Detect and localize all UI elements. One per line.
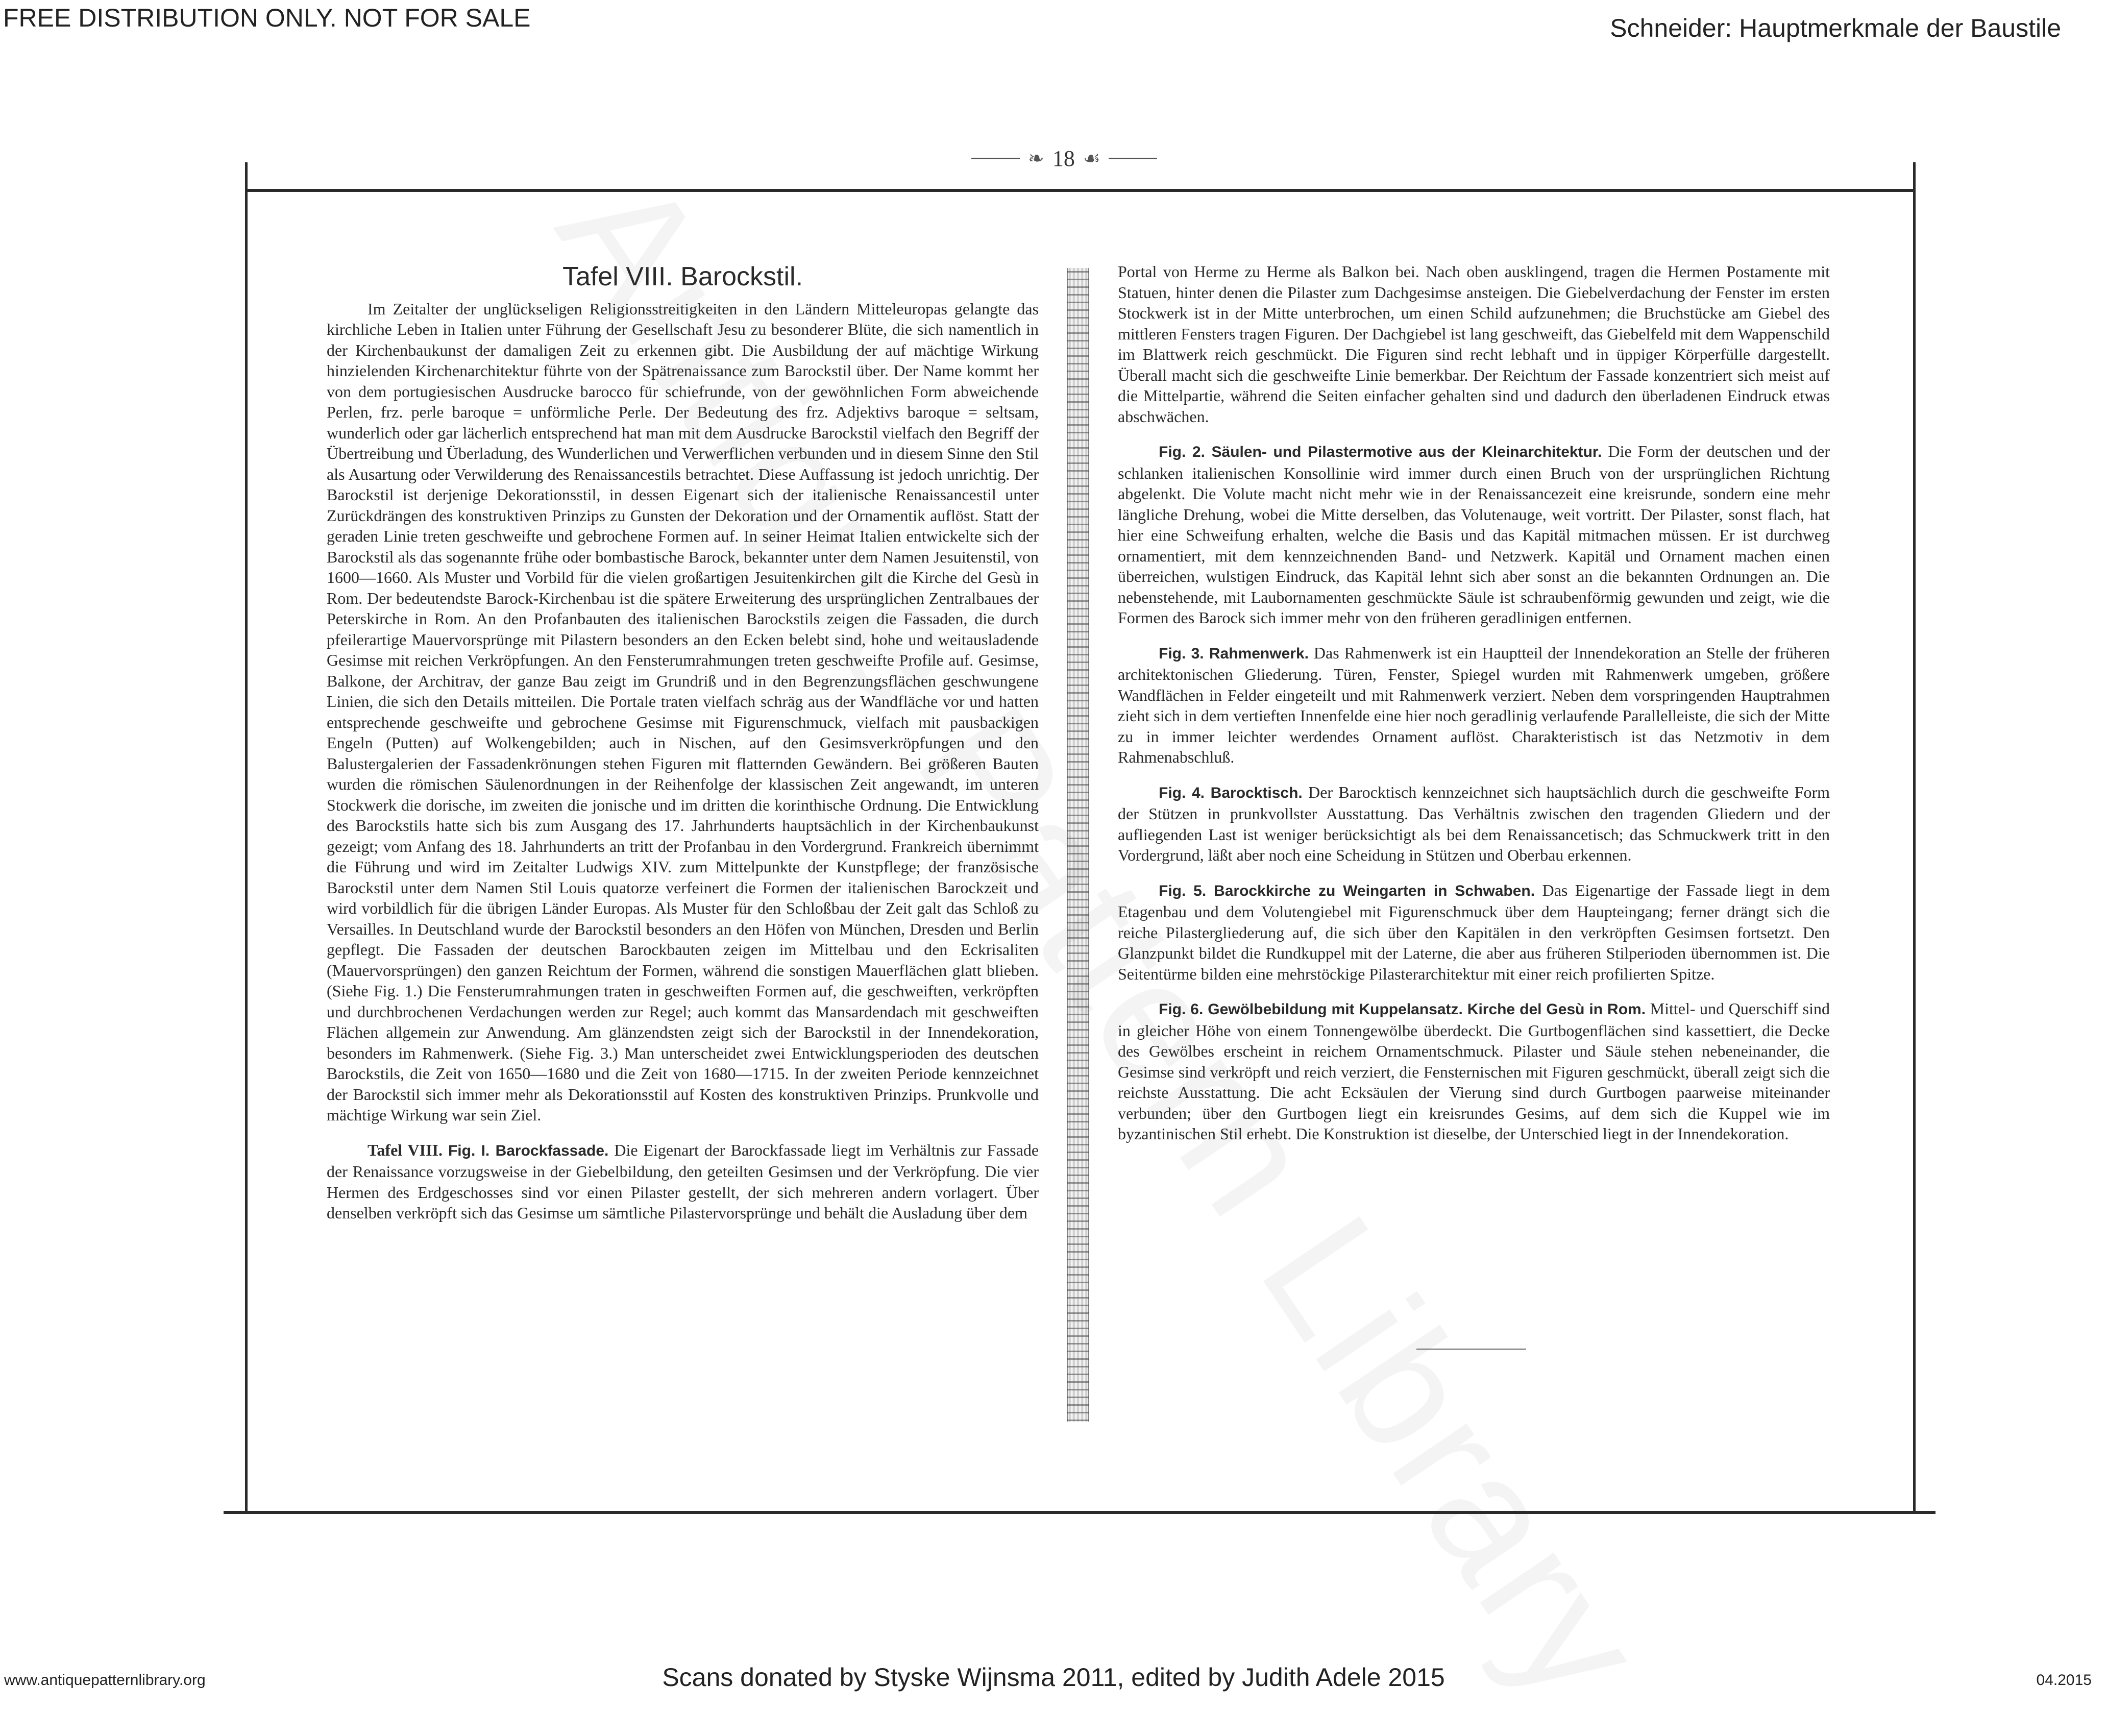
- fig4-text: Der Barocktisch kennzeichnet sich hauptsächlich durch die geschweifte Form der Stützen in prunkvollster Ausstattung. Das Verhältnis zwischen den tragenden Gliedern und der aufliegenden Last ist weniger berücksichtigt als bei dem Renaissancetisch; das Schmuckwerk tritt in den Vordergrund, läßt aber noch eine Scheidung in Stützen und Oberbau erkennen.: [1118, 783, 1830, 864]
- fig1-plate-label: Tafel VIII.: [368, 1140, 443, 1159]
- fig6-label: Fig. 6. Gewölbebildung mit Kuppelansatz. Kirche del Gesù in Rom.: [1159, 1001, 1646, 1018]
- fig5-label: Fig. 5. Barockkirche zu Weingarten in Schwaben.: [1159, 882, 1535, 899]
- fig1-label: Fig. I. Barockfassade.: [448, 1142, 609, 1159]
- fig6-paragraph: [1118, 998, 1830, 1144]
- page-frame-top-rule: [245, 189, 1915, 192]
- ornamental-column-divider: [1067, 268, 1089, 1422]
- fig1-text: Die Eigenart der Barockfassade liegt im Verhältnis zur Fassade der Renaissance vorzugsweise in der Giebelbildung, den geteilten Gesimsen und der Verkröpfung. Die vier Hermen des Erdgeschosses sind vor einen Pilaster gestellt, der sich mehreren andern vorlagert. Über denselben verkröpft sich das Gesimse um sämtliche Pilastervorsprünge und behält die Ausladung über dem: [327, 1140, 1039, 1222]
- section-end-rule: [1416, 1349, 1526, 1350]
- fig4-label: Fig. 4. Barocktisch.: [1159, 784, 1303, 801]
- ornament-line-right: [1109, 158, 1157, 159]
- header-book-title: Schneider: Hauptmerkmale der Baustile: [1610, 14, 2061, 42]
- fig4-paragraph: [1118, 782, 1830, 866]
- page-frame-bottom-rule: [224, 1511, 1935, 1514]
- ornament-curl-left-icon: ❧: [1028, 148, 1044, 169]
- left-column: [327, 261, 1039, 1224]
- fig5-text: Das Eigenartige der Fassade liegt in dem Etagenbau und dem Volutengiebel mit Figurenschmuck über dem Haupteingang; ferner drängt sich die reiche Pilastergliederung auf, die sich über den Kapitälen in den verkröpften Gesimsen fortsetzt. Den Glanzpunkt bildet die Rundkuppel mit der Laterne, die aber aus früheren Stilperioden übernommen ist. Die Seitentürme bilden eine mehrstöckige Pilasterarchitektur mit einer reich profilierten Spitze.: [1118, 881, 1830, 983]
- fig2-label: Fig. 2. Säulen- und Pilastermotive aus der Kleinarchitektur.: [1159, 444, 1602, 460]
- fig3-paragraph: [1118, 643, 1830, 768]
- fig5-paragraph: [1118, 880, 1830, 985]
- page-number: 18: [1052, 145, 1075, 171]
- ornament-line-left: [971, 158, 1020, 159]
- ornament-curl-right-icon: ☙: [1083, 148, 1100, 169]
- fig2-text: Die Form der deutschen und der schlanken italienischen Konsollinie wird immer durch einen Bruch von der ursprünglichen Richtung abgelenkt. Die Volute macht nicht mehr wie in der Renaissancezeit eine kreisrunde, sondern eine mehr längliche Drehung, wobei die Mitte derselben, das Volutenauge, weit vortritt. Der Pilaster, sonst flach, hat hier eine Schweifung erhalten, welche die Basis und das Kapitäl mitmachen müssen. Er ist durchweg ornamentiert, mit dem kennzeichnenden Band- und Netzwerk. Kapitäl und Ornament machen einen überreichen, wulstigen Eindruck, das Kapitäl lehnt sich aber sonst an die bekannten Ordnungen an. Die nebenstehende, mit Laubornamenten geschmückte Säule ist schraubenförmig gewunden und zeigt, wie die Formen des Barock sich immer mehr von den früheren geradlinigen entfernen.: [1118, 442, 1830, 627]
- intro-paragraph: Im Zeitalter der unglückseligen Religionsstreitigkeiten in den Ländern Mitteleuropas gelangte das kirchliche Leben in Italien unter Führung der Gesellschaft Jesu zu besonderer Blüte, die sich namentlich in der Kirchenbaukunst der damaligen Zeit zu erkennen gibt. Die Ausbildung der auf mächtige Wirkung hinzielenden Kirchenarchitektur führte von der Spätrenaissance zum Barockstil über. Der Name kommt her von dem portugiesischen Ausdrucke barocco für schiefrunde, von der gewöhnlichen Form abweichende Perlen, frz. perle baroque = unförmliche Perle. Der Bedeutung des frz. Adjektivs baroque = seltsam, wunderlich oder gar lächerlich entsprechend hat man mit dem Ausdrucke Barockstil vielfach den Begriff der Übertreibung und Überladung, des Wunderlichen und Verwerflichen verbunden und in diesem Sinne den Stil als Ausartung oder Verwilderung des Renaissancestils betrachtet. Diese Auffassung ist jedoch unrichtig. Der Barockstil ist derjenige Dekorationsstil, in dessen Eigenart sich der italienische Renaissancestil unter Zurückdrängen des konstruktiven Prinzips zu Gunsten der Dekoration und der Ornamentik auflöst. Statt der geraden Linie treten geschweifte und gebrochene Formen auf. In seiner Heimat Italien entwickelte sich der Barockstil als das sogenannte frühe oder bombastische Barock, bekannter unter dem Namen Jesuitenstil, von 1600—1660. Als Muster und Vorbild für die vielen großartigen Jesuitenkirchen gilt die Kirche del Gesù in Rom. Der bedeutendste Barock-Kirchenbau ist die spätere Erweiterung des ursprünglichen Zentralbaues der Peterskirche in Rom. An den Profanbauten des italienischen Barockstils zeigen die Fassaden, die durch pfeilerartige Mauervorsprünge mit Pilastern besonders an den Ecken belebt sind, hohe und weitausladende Gesimse mit reichen Verkröpfungen. An den Fensterumrahmungen treten geschweifte Profile auf. Gesimse, Balkone, der Architrav, der ganze Bau zeigt im Grundriß und in den Begrenzungsflächen geschwungene Linien, die sich den Details mitteilen. Die Portale traten vielfach schräg aus der Wandfläche vor und hatten entsprechende geschweifte und gebrochene Gesimse mit Figurenschmuck, vielfach mit pausbackigen Engeln (Putten) auf Wolkengebilden; auch in Nischen, auf den Gesimsverkröpfungen und den Balustergalerien der Fassadenkrönungen stehen Figuren mit flatternden Gewändern. Bei größeren Bauten wurden die römischen Säulenordnungen in der Reihenfolge der klassischen Zeit angewandt, im unteren Stockwerk die dorische, im zweiten die jonische und im dritten die korinthische Ordnung. Die Entwicklung des Barockstils hatte sich bis zum Ausgang des 17. Jahrhunderts hauptsächlich in der Kirchenbaukunst gezeigt; vom Anfang des 18. Jahrhunderts an tritt der Profanbau in den Vordergrund. Frankreich übernimmt die Führung und wird im Zeitalter Ludwigs XIV. zum Mittelpunkte der Kunstpflege; der französische Barockstil unter dem Namen Stil Louis quatorze verfeinert die Formen der italienischen Barockzeit und wird vorbildlich für die übrigen Länder Europas. Als Muster für den Schloßbau der Zeit galt das Schloß zu Versailles. In Deutschland wurde der Barockstil besonders an den Höfen von München, Dresden und Berlin gepflegt. Die Fassaden der deutschen Barockbauten zeigen im Mittelbau und den Eckrisaliten (Mauervorsprüngen) den ganzen Reichtum der Formen, während die sonstigen Mauerflächen glatt blieben. (Siehe Fig. 1.) Die Fensterumrahmungen traten in geschweiften Formen auf, die geschweiften, verkröpften und durchbrochenen Verdachungen werden zur Regel; auch kommt das Mansardendach mit geschweiften Flächen allgemein zur Anwendung. Am glänzendsten zeigt sich der Barockstil in der Innendekoration, besonders im Rahmenwerk. (Siehe Fig. 3.) Man unterscheidet zwei Entwicklungsperioden des deutschen Barockstils, die Zeit von 1650—1680 und die Zeit von 1680—1715. In der zweiten Periode kennzeichnet der Barockstil sich immer mehr als Dekorationsstil auf Kosten des konstruktiven Prinzips. Prunkvolle und mächtige Wirkung war sein Ziel.: [327, 299, 1039, 1124]
- fig1-continuation: Portal von Herme zu Herme als Balkon bei. Nach oben ausklingend, tragen die Hermen Postamente mit Statuen, hinter denen die Pilaster zum Dachgesimse ansteigen. Die Giebelverdachung der Fenster im ersten Stockwerk ist in der Mitte unterbrochen, um einen Schild aufzunehmen; die Bruchstücke am Giebel des mittleren Fensters tragen Figuren. Der Dachgiebel ist lang geschweift, das Giebelfeld mit dem Wappenschild im Blattwerk reich geschmückt. Die Figuren sind recht lebhaft und in üppiger Körperfülle dargestellt. Überall macht sich die geschweifte Linie bemerkbar. Der Reichtum der Fassade konzentriert sich meist auf die Mittelpartie, während die Seiten einfacher gehalten sind und dadurch den überladenen Eindruck etwas abschwächen.: [1118, 262, 1830, 426]
- fig3-text: Das Rahmenwerk ist ein Hauptteil der Innendekoration an Stelle der früheren architektonischen Gliederung. Türen, Fenster, Spiegel wurden mit Rahmenwerk umgeben, größere Wandflächen in Felder eingeteilt und mit Rahmenwerk verziert. Neben dem vorspringenden Hauptrahmen zieht sich in dem vertieften Innenfelde eine hier noch geradlinig verlaufende Parallelleiste, die sich der Mitte zu in immer leichter werdendes Ornament auflöst. Charakteristisch ist das Netzmotiv in dem Rahmenabschluß.: [1118, 643, 1830, 766]
- footer-date: 04.2015: [2036, 1672, 2092, 1689]
- header-distribution-note: FREE DISTRIBUTION ONLY. NOT FOR SALE: [3, 4, 531, 32]
- right-column: [1118, 261, 1830, 1144]
- fig3-label: Fig. 3. Rahmenwerk.: [1159, 645, 1309, 662]
- fig1-paragraph: [327, 1140, 1039, 1224]
- fig6-text: Mittel- und Querschiff sind in gleicher Höhe von einem Tonnengewölbe überdeckt. Die Gurtbogenflächen sind kassettiert, die Decke des Gewölbes erscheint in reichem Ornamentschmuck. Pilaster und Säule stehen nebeneinander, die Gesimse sind verkröpft und reich verziert, die Fensternischen mit Figuren geschmückt, überall zeigt sich die reichste Ausstattung. Die acht Ecksäulen der Vierung sind durch Gurtbogen paarweise miteinander verbunden; über den Gurtbogen liegt ein kreisrundes Gesims, auf dem sich die Kuppel wie im byzantinischen Stil erhebt. Die Konstruktion ist dieselbe, der Unterschied liegt in der Innendekoration.: [1118, 999, 1830, 1143]
- footer-website: www.antiquepatternlibrary.org: [4, 1672, 206, 1689]
- footer-credits: Scans donated by Styske Wijnsma 2011, edited by Judith Adele 2015: [662, 1663, 1445, 1692]
- plate-title: Tafel VIII. Barockstil.: [562, 262, 803, 291]
- fig2-paragraph: [1118, 441, 1830, 628]
